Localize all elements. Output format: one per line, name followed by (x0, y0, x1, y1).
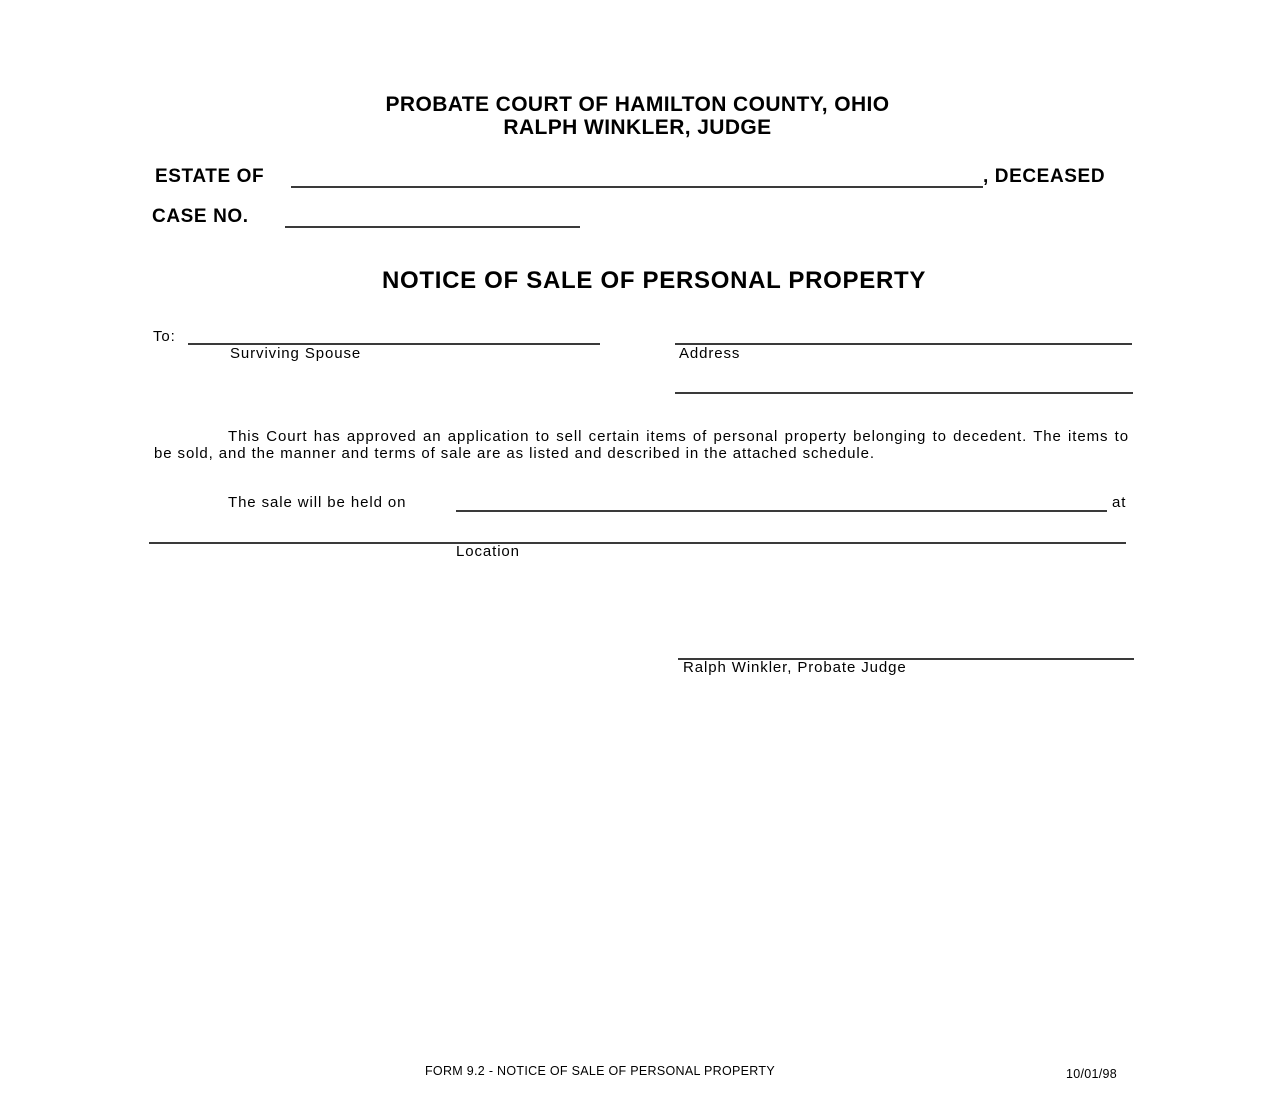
case-number-field[interactable] (285, 206, 580, 228)
form-footer-name: FORM 9.2 - NOTICE OF SALE OF PERSONAL PROPERTY (425, 1064, 775, 1078)
sale-date-field[interactable] (456, 490, 1107, 512)
estate-label: ESTATE OF (155, 166, 265, 187)
notice-paragraph (154, 428, 1129, 462)
estate-name-field[interactable] (291, 166, 983, 188)
surviving-spouse-field[interactable] (188, 324, 600, 345)
to-label: To: (153, 328, 176, 345)
case-number-label: CASE NO. (152, 206, 249, 227)
address-caption: Address (679, 345, 741, 362)
notice-paragraph-text: This Court has approved an application to sell certain items of personal property belonging to decedent. The items to be sold, and the manner and terms of sale are as listed and described in the attached schedule. (154, 428, 1129, 462)
court-name-heading: PROBATE COURT OF HAMILTON COUNTY, OHIO (385, 93, 890, 116)
location-caption: Location (456, 543, 520, 560)
judge-signature-field[interactable] (678, 637, 1134, 660)
surviving-spouse-caption: Surviving Spouse (230, 345, 362, 362)
address-line1-field[interactable] (675, 324, 1132, 345)
sale-at-label: at (1112, 494, 1127, 511)
deceased-label: , DECEASED (983, 166, 1106, 187)
judge-signature-caption: Ralph Winkler, Probate Judge (683, 659, 907, 676)
judge-name-heading: RALPH WINKLER, JUDGE (503, 116, 772, 139)
form-title: NOTICE OF SALE OF PERSONAL PROPERTY (381, 267, 927, 294)
address-line2-field[interactable] (675, 373, 1133, 394)
sale-date-label: The sale will be held on (228, 494, 407, 511)
form-footer-date: 10/01/98 (1066, 1067, 1118, 1081)
location-field[interactable] (149, 522, 1126, 544)
